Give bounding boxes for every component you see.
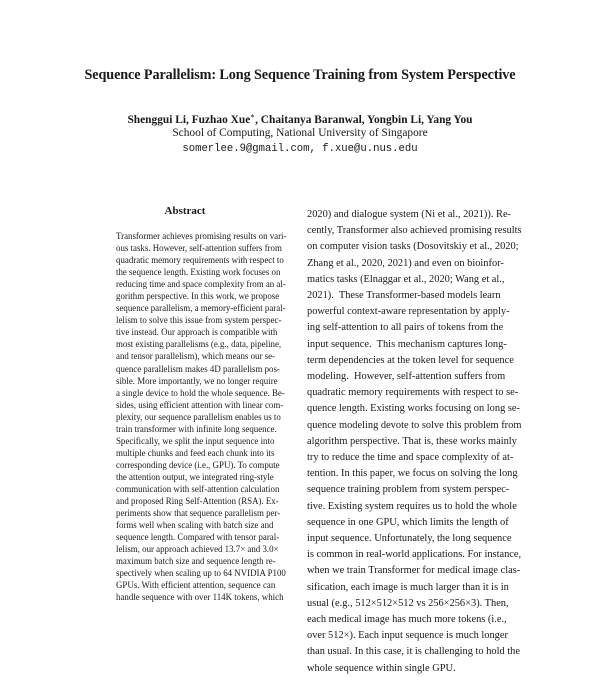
abstract-line: the attention output, we integrated ring-style [116, 471, 274, 482]
body-line: each medical image has much more tokens (i.e., [307, 614, 507, 626]
body-line: input sequence. This mechanism captures long- [307, 338, 507, 350]
abstract-line: communication with self-attention calculation [116, 483, 280, 494]
abstract-line: the sequence length. Existing work focuses on [116, 267, 281, 278]
abstract-line: forms well when scaling with batch size and [116, 520, 274, 531]
equal-contribution-mark: ∗ [250, 112, 256, 120]
abstract-line: tive instead. Our approach is compatible with [116, 327, 278, 338]
body-line: sequence training problem from system perspec- [307, 484, 510, 496]
body-line: try to reduce the time and space complexity of at- [307, 452, 514, 464]
abstract-line: spectively when scaling up to 64 NVIDIA P100 [116, 568, 286, 579]
body-line: 2021). These Transformer-based models learn [307, 290, 501, 302]
body-line: matics tasks (Elnaggar et al., 2020; Wang et al., [307, 273, 505, 285]
abstract-line: and tensor parallelism), which means our se- [116, 351, 275, 362]
abstract-line: a single device to hold the whole sequence. Be- [116, 387, 285, 398]
abstract-line: ous tasks. However, self-attention suffers from [116, 243, 282, 254]
body-line: Zhang et al., 2020, 2021) and even on bioinfor- [307, 257, 504, 269]
abstract-line: sides, using efficient attention with linear com- [116, 399, 284, 410]
body-line: 2020) and dialogue system (Ni et al., 2021)). Re- [307, 209, 512, 220]
abstract-line: Transformer achieves promising results on vari- [116, 231, 287, 241]
body-line: than usual. In this case, it is challenging to hold the [307, 646, 520, 658]
abstract-line: and proposed Ring Self-Attention (RSA). Ex- [116, 496, 279, 507]
abstract-line: corresponding device (i.e., GPU). To compute [116, 459, 280, 470]
body-line: quence modeling devote to solve this problem from [307, 419, 522, 431]
author-list-rest: , Chaitanya Baranwal, Yongbin Li, Yang You [255, 113, 473, 126]
body-line: powerful context-aware representation by apply- [307, 306, 510, 318]
affiliation: School of Computing, National University of Singapore [172, 127, 428, 139]
abstract-line: plexity, our sequence parallelism enables us to [116, 411, 281, 422]
body-line: whole sequence within single GPU. [307, 662, 456, 674]
body-line: over 512×). Each input sequence is much longer [307, 630, 508, 642]
contact-emails: somerlee.9@gmail.com, f.xue@u.nus.edu [182, 143, 418, 155]
abstract-line: multiple chunks and feed each chunk into its [116, 447, 275, 458]
body-line: when we train Transformer for medical image clas- [307, 565, 521, 577]
abstract-line: quadratic memory requirements with respect to [116, 255, 284, 266]
abstract-line: gorithm perspective. In this work, we propose [116, 291, 280, 302]
abstract-line: lelism to solve this issue from system perspec- [116, 315, 282, 326]
abstract-body [116, 230, 288, 603]
body-line: sequence in one GPU, which limits the length of [307, 516, 509, 528]
author-list-first: Shenggui Li, Fuzhao Xue [127, 113, 251, 126]
body-line: modeling. However, self-attention suffers from [307, 371, 506, 383]
abstract-line: handle sequence with over 114K tokens, which [116, 592, 284, 603]
body-line: on computer vision tasks (Dosovitskiy et al., 2020; [307, 241, 519, 253]
abstract-line: quence parallelism makes 4D parallelism pos- [116, 363, 280, 374]
body-line: algorithm perspective. That is, these works mainly [307, 435, 517, 447]
abstract-line: lelism, our approach achieved 13.7× and 3.0× [116, 544, 279, 555]
abstract-line: GPUs. With efficient attention, sequence can [116, 580, 276, 591]
paper-title: Sequence Parallelism: Long Sequence Training from System Perspective [84, 67, 516, 83]
body-line: sification, each image is much larger than it is in [307, 581, 509, 593]
body-line: tive. Existing system requires us to hold the whole [307, 500, 517, 512]
body-line: tention. In this paper, we focus on solving the long [307, 468, 518, 480]
abstract-line: maximum batch size and sequence length re- [116, 556, 276, 567]
abstract-line: reducing time and space complexity from an al- [116, 279, 286, 290]
body-line: input sequence. Unfortunately, the long sequence [307, 533, 512, 545]
abstract-line: train transformer with infinite long sequence. [116, 423, 277, 434]
abstract-line: most existing parallelisms (e.g., data, pipeline, [116, 339, 282, 350]
body-line: usual (e.g., 512×512×512 vs 256×256×3). Then, [307, 597, 509, 609]
abstract-line: periments show that sequence parallelism per- [116, 508, 281, 519]
abstract-heading: Abstract [164, 205, 206, 217]
abstract-line: sible. More importantly, we no longer require [116, 375, 278, 386]
abstract-line: sequence parallelism, a memory-efficient paral- [116, 303, 286, 314]
body-line: is common in real-world applications. For instance, [307, 549, 522, 561]
introduction-body [307, 207, 542, 674]
abstract-line: Specifically, we split the input sequence into [116, 435, 275, 446]
body-line: term dependencies at the token level for sequence [307, 354, 514, 366]
abstract-line: sequence length. Compared with tensor paral- [116, 532, 280, 543]
body-line: cently, Transformer also achieved promising results [307, 225, 522, 237]
body-line: ing self-attention to all pairs of tokens from the [307, 322, 504, 334]
body-line: quadratic memory requirements with respect to se- [307, 387, 519, 399]
body-line: quence length. Existing works focusing on long se- [307, 403, 520, 415]
author-list [0, 111, 600, 126]
